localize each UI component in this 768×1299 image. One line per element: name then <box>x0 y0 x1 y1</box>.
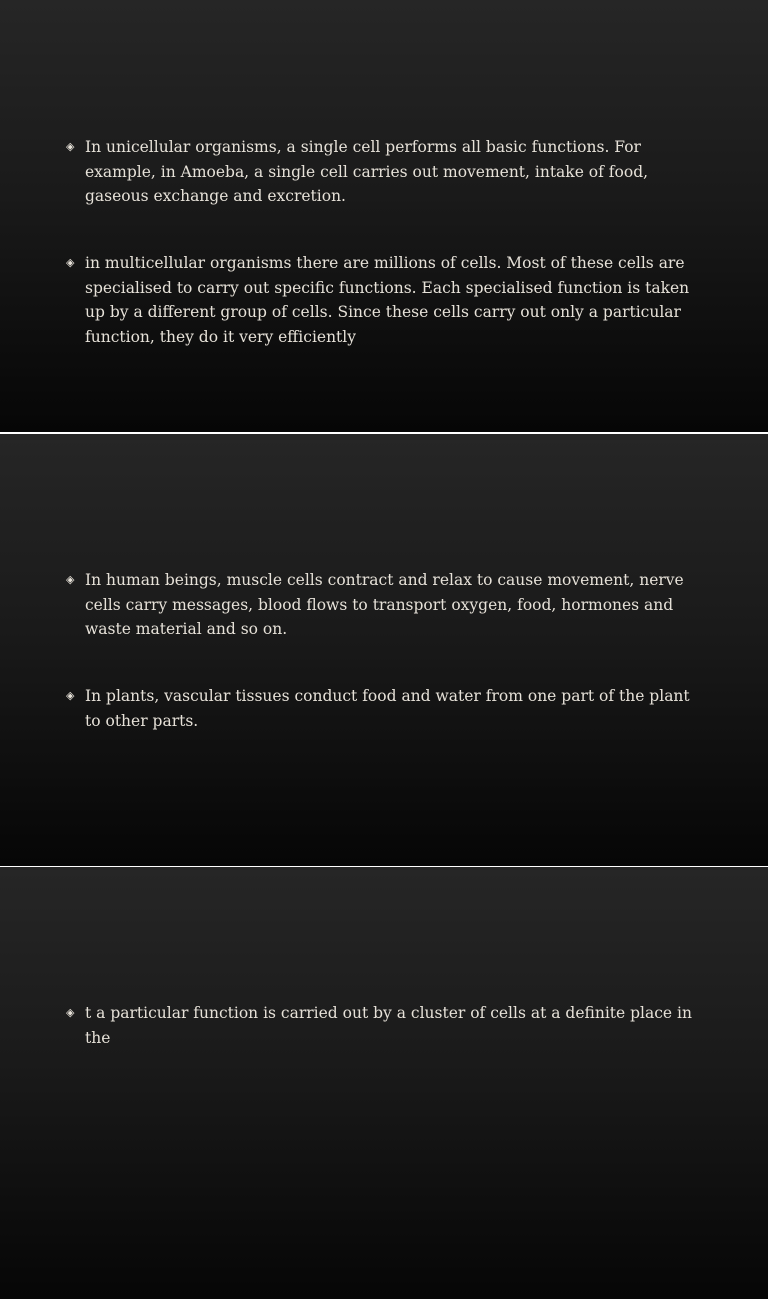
bullet-text: In unicellular organisms, a single cell performs all basic functions. For example, in Amoeba, a single cell carries out movement, intake of food, gaseous exchange and excretion. <box>85 138 649 205</box>
bullet-item <box>66 251 702 349</box>
diamond-bullet-icon: ◈ <box>66 140 75 153</box>
diamond-bullet-icon: ◈ <box>66 1006 75 1019</box>
slide-3 <box>0 867 768 1299</box>
slide-2 <box>0 434 768 866</box>
bullet-item <box>66 684 702 733</box>
bullet-text: t a particular function is carried out by a cluster of cells at a definite place in the <box>85 1004 692 1047</box>
slide-1 <box>0 0 768 432</box>
diamond-bullet-icon: ◈ <box>66 256 75 269</box>
bullet-item <box>66 135 702 209</box>
diamond-bullet-icon: ◈ <box>66 573 75 586</box>
bullet-text: in multicellular organisms there are millions of cells. Most of these cells are specialised to carry out specific functions. Each specialised function is taken up by a different group of cells. Since these cells carry out only a particular function, they do it very efficiently <box>85 254 690 346</box>
bullet-item <box>66 568 702 642</box>
diamond-bullet-icon: ◈ <box>66 689 75 702</box>
bullet-text: In human beings, muscle cells contract and relax to cause movement, nerve cells carry messages, blood flows to transport oxygen, food, hormones and waste material and so on. <box>85 571 684 638</box>
bullet-text: In plants, vascular tissues conduct food and water from one part of the plant to other parts. <box>85 687 690 730</box>
bullet-item <box>66 1001 702 1050</box>
